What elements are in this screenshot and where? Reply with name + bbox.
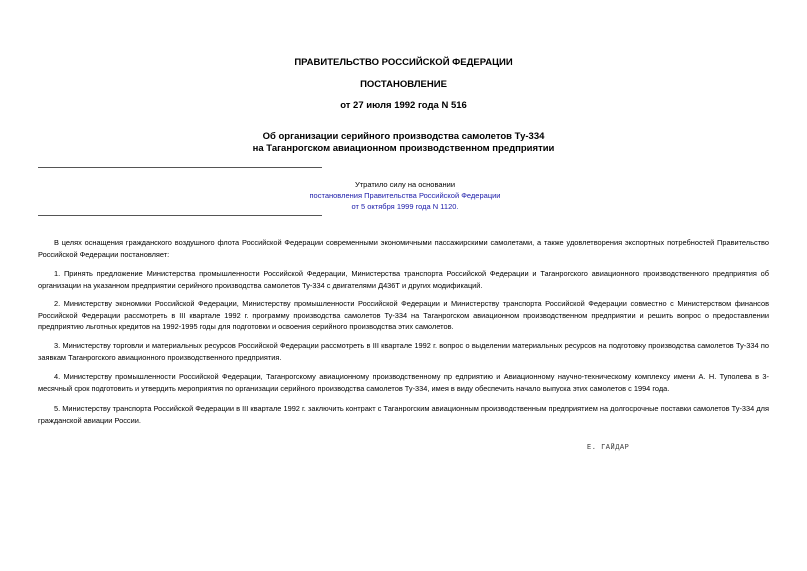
signature: Е. ГАЙДАР bbox=[587, 444, 630, 452]
title-line-2: на Таганрогском авиационном производственном предприятии bbox=[252, 143, 555, 154]
preamble-paragraph: В целях оснащения гражданского воздушного флота Российской Федерации современными экономичными пассажирскими самолетами, а также удовлетворения экспортных потребностей Правительство Российской Федерации постановляет: bbox=[38, 238, 769, 259]
paragraph-4: 4. Министерству промышленности Российской Федерации, Таганрогскому авиационному производственному пр едприятию и Авиационному научно-техническому комплексу имени А. Н. Туполева в 3-месячный срок подготовить и утвердить мероприятия по организации серийного производства самолетов Ту-334, имея в виду обеспечить начало выпуска этих самолетов с 1994 года. bbox=[38, 372, 769, 393]
paragraph-2: 2. Министерству экономики Российской Федерации, Министерству промышленности Российской Федерации и Министерству транспорта Российской Федерации совместно с Министерством финансов Российской Федерации рассмотреть в III квартале 1992 г. программу производства самолетов Ту-334 на Таганрогском авиационном производственном предприятии и решить вопрос о предоставлении предприятию льготных кредитов на 1992-1995 годы для подготовки и освоения серийного производства этих самолетов. bbox=[38, 299, 769, 331]
repeal-notice bbox=[300, 179, 510, 212]
repeal-notice-link-line2[interactable]: от 5 октября 1999 года N 1120. bbox=[351, 202, 459, 211]
repeal-notice-text: Утратило силу на основании bbox=[354, 180, 456, 189]
document-type-heading: ПОСТАНОВЛЕНИЕ bbox=[360, 79, 447, 90]
repeal-notice-link-line1[interactable]: постановления Правительства Российской Федерации bbox=[309, 191, 501, 200]
paragraph-5: 5. Министерству транспорта Российской Федерации в III квартале 1992 г. заключить контракт с Таганрогским авиационным производственным предприятием на долгосрочные поставки самолетов Ту-334 для гражданской авиации России. bbox=[38, 404, 769, 425]
divider-top bbox=[38, 167, 322, 168]
date-number-heading: от 27 июля 1992 года N 516 bbox=[340, 100, 467, 111]
paragraph-3: 3. Министерству торговли и материальных ресурсов Российской Федерации рассмотреть в III квартале 1992 г. вопрос о выделении материальных ресурсов на подготовку производства самолетов Ту-334 по заявкам Таганрогского авиационного производственного предприятия. bbox=[38, 341, 769, 362]
paragraph-1: 1. Принять предложение Министерства промышленности Российской Федерации, Министерства транспорта Российской Федерации и Таганрогского авиационного производственного предприятия об организации на указанном предприятии серийного производства самолетов Ту-334 с двигателями Д436Т и других модификаций. bbox=[38, 269, 769, 290]
divider-bottom bbox=[38, 215, 322, 216]
government-heading: ПРАВИТЕЛЬСТВО РОССИЙСКОЙ ФЕДЕРАЦИИ bbox=[294, 57, 513, 68]
title-line-1: Об организации серийного производства самолетов Ту-334 bbox=[262, 131, 545, 142]
